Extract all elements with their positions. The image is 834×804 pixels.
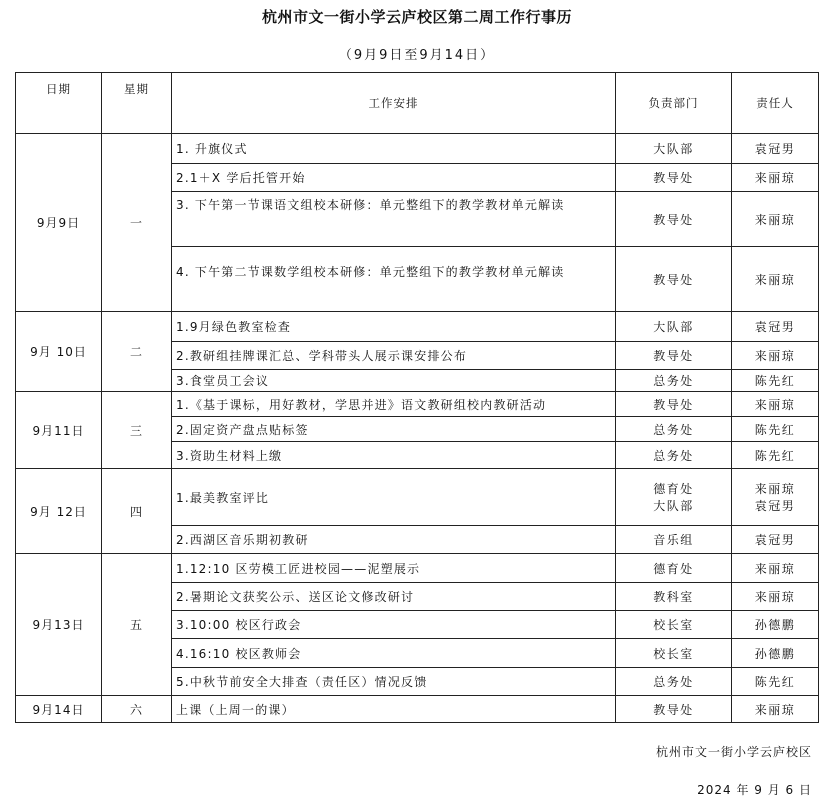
dept-cell: 教导处 bbox=[616, 392, 732, 417]
dept-cell: 教科室 bbox=[616, 583, 732, 611]
dept-cell: 大队部 bbox=[616, 312, 732, 342]
task-cell: 2.教研组挂牌课汇总、学科带头人展示课安排公布 bbox=[172, 342, 616, 370]
person-cell: 陈先红 bbox=[732, 668, 819, 696]
date-cell: 9月13日 bbox=[16, 554, 102, 696]
task-cell: 2.1＋X 学后托管开始 bbox=[172, 164, 616, 192]
dept-cell: 教导处 bbox=[616, 696, 732, 723]
dept-cell: 总务处 bbox=[616, 417, 732, 442]
person-cell: 袁冠男 bbox=[732, 526, 819, 554]
person-cell: 孙德鹏 bbox=[732, 611, 819, 639]
weekday-cell: 二 bbox=[102, 312, 172, 392]
task-cell: 2.固定资产盘点贴标签 bbox=[172, 417, 616, 442]
weekday-cell: 一 bbox=[102, 134, 172, 312]
task-cell: 4. 下午第二节课数学组校本研修：单元整组下的教学教材单元解读 bbox=[172, 247, 616, 312]
table-header-row bbox=[16, 73, 819, 134]
column-header-dept: 负责部门 bbox=[616, 73, 732, 134]
task-cell: 上课（上周一的课） bbox=[172, 696, 616, 723]
date-cell: 9月11日 bbox=[16, 392, 102, 469]
task-cell: 3.资助生材料上缴 bbox=[172, 442, 616, 469]
task-cell: 1.12:10 区劳模工匠进校园——泥塑展示 bbox=[172, 554, 616, 583]
person-cell: 陈先红 bbox=[732, 370, 819, 392]
person-entry: 来丽琼 bbox=[754, 482, 796, 496]
task-cell: 2.西湖区音乐期初教研 bbox=[172, 526, 616, 554]
person-entry: 袁冠男 bbox=[754, 499, 796, 513]
dept-cell: 总务处 bbox=[616, 370, 732, 392]
dept-cell: 音乐组 bbox=[616, 526, 732, 554]
person-cell: 陈先红 bbox=[732, 442, 819, 469]
table-row bbox=[16, 392, 819, 417]
dept-cell: 教导处 bbox=[616, 192, 732, 247]
task-cell: 5.中秋节前安全大排查（责任区）情况反馈 bbox=[172, 668, 616, 696]
person-cell: 来丽琼 bbox=[732, 164, 819, 192]
footer-organization: 杭州市文一街小学云庐校区 bbox=[655, 745, 812, 759]
table-row bbox=[16, 554, 819, 583]
person-cell: 来丽琼 bbox=[732, 192, 819, 247]
person-cell: 来丽琼 bbox=[732, 342, 819, 370]
dept-cell: 德育处 bbox=[616, 554, 732, 583]
person-cell: 来丽琼 bbox=[732, 247, 819, 312]
task-cell: 3.10:00 校区行政会 bbox=[172, 611, 616, 639]
person-cell: 来丽琼 bbox=[732, 583, 819, 611]
date-cell: 9月 12日 bbox=[16, 469, 102, 554]
task-cell: 2.暑期论文获奖公示、送区论文修改研讨 bbox=[172, 583, 616, 611]
weekday-cell: 六 bbox=[102, 696, 172, 723]
date-cell: 9月 10日 bbox=[16, 312, 102, 392]
table-row bbox=[16, 134, 819, 164]
dept-cell: 总务处 bbox=[616, 442, 732, 469]
person-cell: 孙德鹏 bbox=[732, 639, 819, 668]
task-cell: 3. 下午第一节课语文组校本研修：单元整组下的教学教材单元解读 bbox=[172, 192, 616, 247]
dept-entry: 德育处 bbox=[653, 482, 694, 496]
dept-cell: 大队部 bbox=[616, 134, 732, 164]
person-cell: 来丽琼 bbox=[732, 392, 819, 417]
dept-cell: 校长室 bbox=[616, 611, 732, 639]
dept-cell: 总务处 bbox=[616, 668, 732, 696]
dept-cell: 教导处 bbox=[616, 247, 732, 312]
task-cell: 3.食堂员工会议 bbox=[172, 370, 616, 392]
dept-cell: 教导处 bbox=[616, 342, 732, 370]
column-header-weekday: 星期 bbox=[102, 73, 172, 134]
dept-cell: 教导处 bbox=[616, 164, 732, 192]
person-cell: 袁冠男 bbox=[732, 312, 819, 342]
date-cell: 9月9日 bbox=[16, 134, 102, 312]
column-header-work: 工作安排 bbox=[172, 73, 616, 134]
weekday-cell: 四 bbox=[102, 469, 172, 554]
dept-cell: 校长室 bbox=[616, 639, 732, 668]
task-cell: 1.9月绿色教室检查 bbox=[172, 312, 616, 342]
table-row bbox=[16, 312, 819, 342]
task-cell: 4.16:10 校区教师会 bbox=[172, 639, 616, 668]
person-cell: 来丽琼 bbox=[732, 554, 819, 583]
task-cell: 1.《基于课标，用好教材，学思并进》语文教研组校内教研活动 bbox=[172, 392, 616, 417]
schedule-table bbox=[15, 72, 819, 723]
date-cell: 9月14日 bbox=[16, 696, 102, 723]
weekday-cell: 三 bbox=[102, 392, 172, 469]
dept-entry: 大队部 bbox=[653, 499, 694, 513]
column-header-person: 责任人 bbox=[732, 73, 819, 134]
task-cell: 1.最美教室评比 bbox=[172, 469, 616, 526]
person-cell: 袁冠男 bbox=[732, 134, 819, 164]
table-row bbox=[16, 696, 819, 723]
table-row bbox=[16, 469, 819, 526]
weekday-cell: 五 bbox=[102, 554, 172, 696]
column-header-date: 日期 bbox=[16, 73, 102, 134]
person-cell bbox=[732, 469, 819, 526]
person-cell: 陈先红 bbox=[732, 417, 819, 442]
page-title: 杭州市文一街小学云庐校区第二周工作行事历 bbox=[261, 8, 572, 26]
date-range-subtitle: （9月9日至9月14日） bbox=[338, 48, 496, 63]
footer-date: 2024 年 9 月 6 日 bbox=[697, 783, 812, 797]
task-cell: 1. 升旗仪式 bbox=[172, 134, 616, 164]
dept-cell bbox=[616, 469, 732, 526]
person-cell: 来丽琼 bbox=[732, 696, 819, 723]
